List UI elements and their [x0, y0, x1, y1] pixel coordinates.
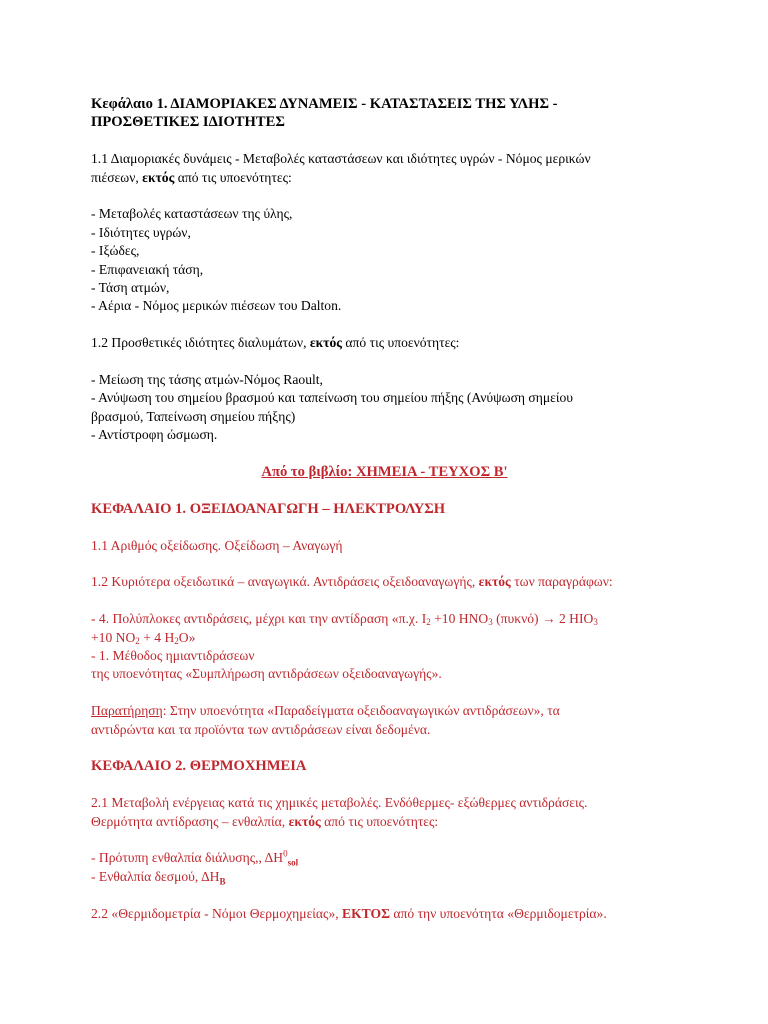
text-run: (πυκνό) → 2 HIO	[492, 611, 594, 627]
list-item: - Ιδιότητες υγρών,	[91, 224, 191, 240]
paragraph-1-1-line-2	[91, 169, 678, 187]
text-run: από τις υποενότητες:	[342, 335, 460, 351]
list-item: - Μείωση της τάσης ατμών-Νόμος Raoult,	[91, 372, 323, 388]
list-item	[91, 849, 678, 867]
text-run: από την υποενότητα «Θερμιδομετρία».	[389, 905, 607, 921]
subscript: 2	[426, 617, 431, 628]
chapter-1-heading: ΚΕΦΑΛΑΙΟ 1. ΟΞΕΙΔΟΑΝΑΓΩΓΗ – ΗΛΕΚΤΡΟΛΥΣΗ	[91, 500, 446, 517]
text-run: 2.2 «Θερμιδομετρία - Νόμοι Θερμοχημείας»,	[91, 905, 343, 921]
emphasis-text: εκτός	[478, 574, 511, 590]
section-heading-line-2: ΠΡΟΣΘΕΤΙΚΕΣ ΙΔΙΟΤΗΤΕΣ	[91, 114, 285, 131]
book-title: Από το βιβλίο: ΧΗΜΕΙΑ - ΤΕΥΧΟΣ Β'	[261, 464, 508, 481]
text-run: των παραγράφων:	[510, 574, 613, 590]
paragraph-ch1-1-1: 1.1 Αριθμός οξείδωσης. Οξείδωση – Αναγωγή	[91, 537, 343, 553]
note-line-1	[91, 702, 678, 720]
list-item: - Αέρια - Νόμος μερικών πιέσεων του Dalton.	[91, 298, 342, 314]
text-run: από τις υποενότητες:	[320, 813, 439, 829]
item-1-line-2: της υποενότητας «Συμπλήρωση αντιδράσεων οξειδοαναγωγής».	[91, 666, 442, 682]
item-4-line-2	[91, 629, 678, 647]
paragraph-ch2-2-1-line-2	[91, 813, 678, 831]
chapter-2-heading: ΚΕΦΑΛΑΙΟ 2. ΘΕΡΜΟΧΗΜΕΙΑ	[91, 758, 307, 775]
text-run: : Στην υποενότητα «Παραδείγματα οξειδοαναγωγικών αντιδράσεων», τα	[162, 703, 560, 719]
text-run: 1.2 Κυριότερα οξειδωτικά – αναγωγικά. Αντιδράσεις οξειδοαναγωγής,	[91, 574, 479, 590]
text-run: - Ενθαλπία δεσμού, ΔΗ	[91, 868, 220, 884]
subscript: 3	[593, 617, 598, 628]
list-item: - Αντίστροφη ώσμωση.	[91, 427, 218, 443]
superscript: 0	[283, 848, 288, 859]
paragraph-ch2-2-2	[91, 905, 678, 923]
text-run: από τις υποενότητες:	[174, 169, 292, 185]
note-label: Παρατήρηση	[91, 703, 163, 719]
text-run: - Πρότυπη ενθαλπία διάλυσης,, ΔΗ	[91, 850, 284, 866]
paragraph-ch2-2-1-line-1: 2.1 Μεταβολή ενέργειας κατά τις χημικές μεταβολές. Ενδόθερμες- εξώθερμες αντιδράσεις.	[91, 795, 588, 811]
subscript: 3	[488, 617, 493, 628]
text-run: πιέσεων,	[91, 169, 143, 185]
note-line-2: αντιδρώντα και τα προϊόντα των αντιδράσεων είναι δεδομένα.	[91, 721, 431, 737]
emphasis-text: ΕΚΤΟΣ	[342, 905, 390, 921]
item-4-line-1	[91, 610, 678, 628]
list-item: - Τάση ατμών,	[91, 280, 170, 296]
emphasis-text: εκτός	[288, 813, 321, 829]
text-run: O»	[178, 629, 196, 645]
subscript: B	[219, 876, 226, 887]
item-1-line-1: - 1. Μέθοδος ημιαντιδράσεων	[91, 648, 255, 664]
text-run: - 4. Πολύπλοκες αντιδράσεις, μέχρι και την αντίδραση «π.χ. I	[91, 611, 427, 627]
subscript: 2	[135, 635, 140, 646]
list-item: - Ιξώδες,	[91, 243, 140, 259]
paragraph-1-1-line-1: 1.1 Διαμοριακές δυνάμεις - Μεταβολές καταστάσεων και ιδιότητες υγρών - Νόμος μερικών	[91, 151, 591, 167]
text-run: 1.2 Προσθετικές ιδιότητες διαλυμάτων,	[91, 335, 310, 351]
emphasis-text: εκτός	[142, 169, 175, 185]
paragraph-ch1-1-2	[91, 573, 678, 591]
list-item: - Επιφανειακή τάση,	[91, 261, 204, 277]
text-run: Θερμότητα αντίδρασης – ενθαλπία,	[91, 813, 289, 829]
list-item: - Μεταβολές καταστάσεων της ύλης,	[91, 206, 293, 222]
subscript: sol	[287, 858, 299, 869]
subscript: 2	[174, 635, 179, 646]
emphasis-text: εκτός	[309, 335, 343, 351]
text-run: + 4 H	[139, 629, 175, 645]
list-item: βρασμού, Ταπείνωση σημείου πήξης)	[91, 408, 296, 424]
list-item	[91, 868, 678, 886]
text-run: +10 HNO	[430, 611, 489, 627]
section-heading-line-1: Κεφάλαιο 1. ΔΙΑΜΟΡΙΑΚΕΣ ΔΥΝΑΜΕΙΣ - ΚΑΤΑΣΤΑΣΕΙΣ ΤΗΣ ΥΛΗΣ -	[91, 96, 558, 112]
text-run: +10 NO	[91, 629, 136, 645]
list-item: - Ανύψωση του σημείου βρασμού και ταπείνωση του σημείου πήξης (Ανύψωση σημείου	[91, 390, 574, 406]
paragraph-1-2	[91, 334, 678, 352]
